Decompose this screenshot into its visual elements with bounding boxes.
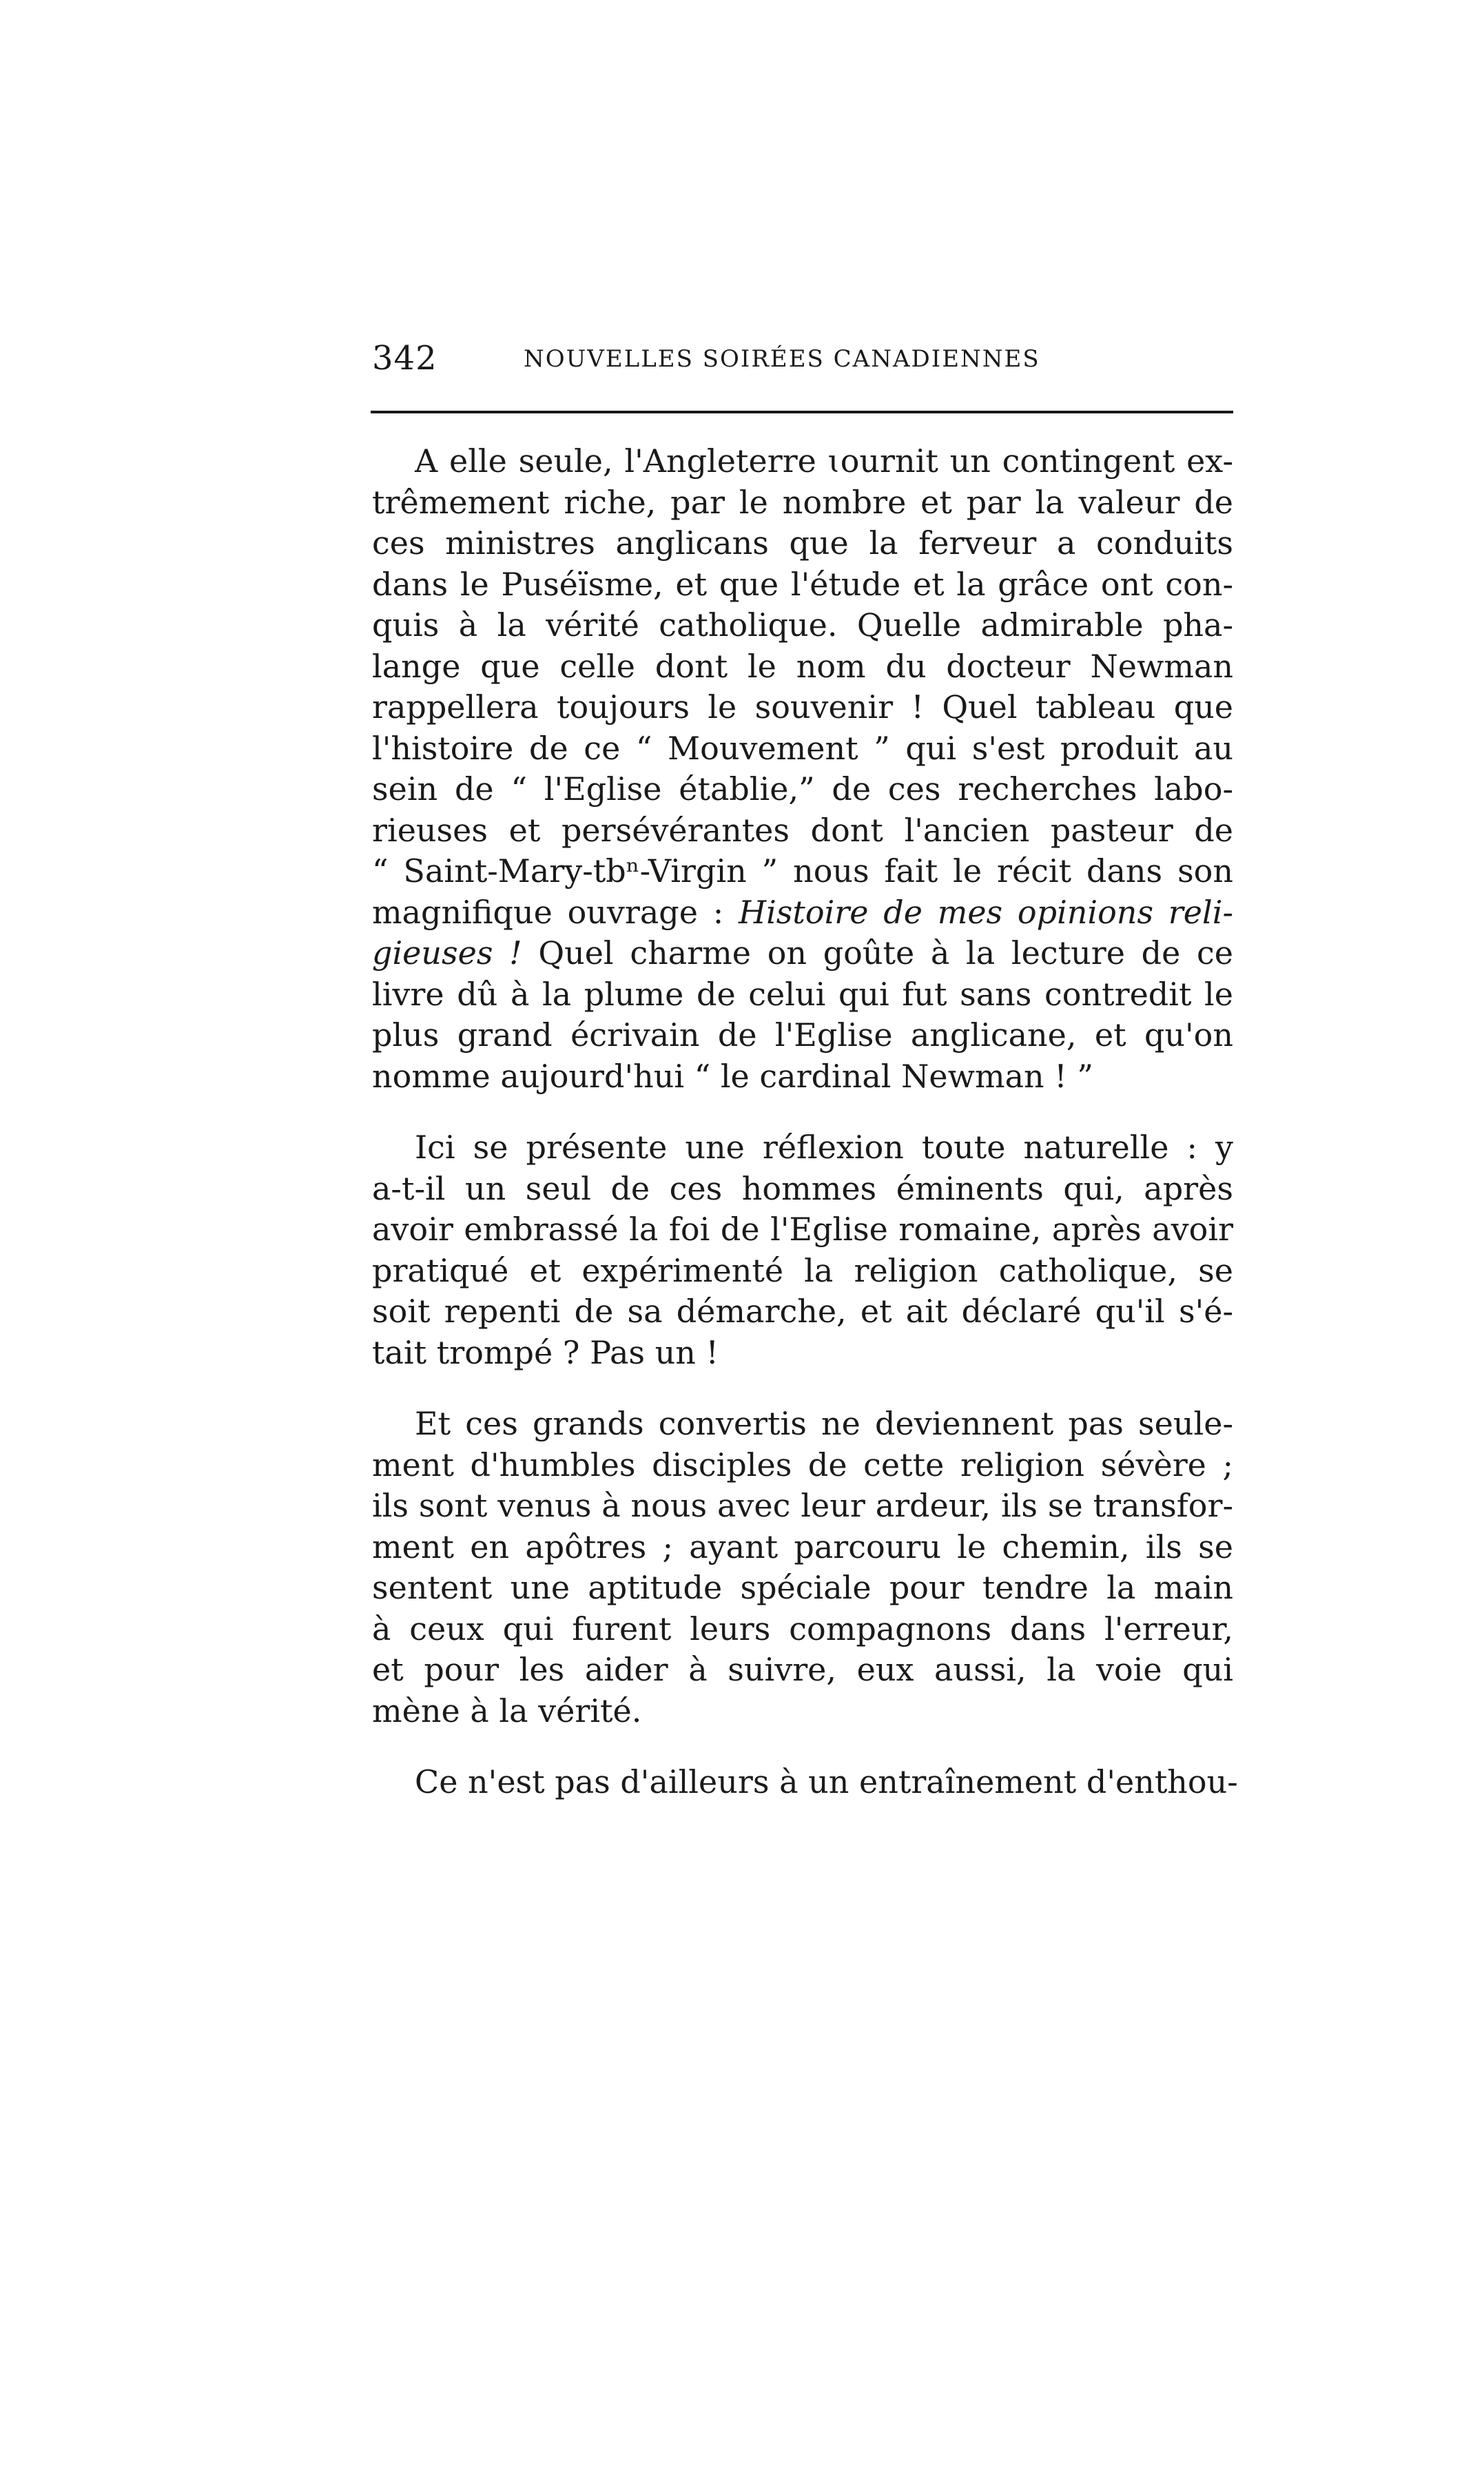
text-line: mène à la vérité. <box>372 1692 642 1729</box>
text-line: tait trompé ? Pas un ! <box>372 1333 719 1371</box>
text-line: rappellera toujours le souvenir ! Quel tableau que <box>372 688 1233 726</box>
text-line: livre dû à la plume de celui qui fut sans contredit le <box>372 975 1233 1013</box>
text-line: et pour les aider à suivre, eux aussi, la voie qui <box>372 1651 1233 1688</box>
paragraph-3 <box>372 1404 1233 1732</box>
page-header <box>372 338 1233 379</box>
text-line: sein de “ l'Eglise établie,” de ces recherches labo- <box>372 770 1233 808</box>
text-line: Ici se présente une réflexion toute naturelle : y <box>415 1129 1233 1166</box>
text-line: ment en apôtres ; ayant parcouru le chemin, ils se <box>372 1528 1233 1565</box>
paragraph-2 <box>372 1127 1233 1373</box>
text-line: ment d'humbles disciples de cette religion sévère ; <box>372 1446 1233 1483</box>
text-segment: magnifique ouvrage : <box>372 893 724 931</box>
text-line: dans le Puséïsme, et que l'étude et la grâce ont con- <box>372 565 1233 603</box>
text-line: plus grand écrivain de l'Eglise anglicane, et qu'on <box>372 1016 1233 1054</box>
paragraph-4 <box>372 1762 1238 1803</box>
text-line: quis à la vérité catholique. Quelle admirable pha- <box>372 606 1233 644</box>
book-title: Histoire de mes opinions reli- <box>738 893 1233 931</box>
text-line: Et ces grands convertis ne deviennent pas seule- <box>415 1405 1233 1442</box>
text-line: pratiqué et expérimenté la religion catholique, se <box>372 1251 1233 1289</box>
text-line: soit repenti de sa démarche, et ait déclaré qu'il s'é- <box>372 1293 1233 1330</box>
text-line: à ceux qui furent leurs compagnons dans l'erreur, <box>372 1610 1233 1647</box>
text-line: Ce n'est pas d'ailleurs à un entraînement d'enthou- <box>415 1763 1238 1800</box>
text-line: A elle seule, l'Angleterre ɩournit un contingent ex- <box>415 442 1233 480</box>
text-line: “ Saint-Mary-tbⁿ-Virgin ” nous fait le récit dans son <box>372 852 1233 890</box>
text-segment: Quel charme on goûte à la lecture de ce <box>522 934 1233 972</box>
text-line-with-title <box>372 933 1233 974</box>
text-line: rieuses et persévérantes dont l'ancien pasteur de <box>372 811 1233 849</box>
running-title: NOUVELLES SOIRÉES CANADIENNES <box>524 345 1040 373</box>
paragraph-1 <box>372 441 1233 1097</box>
text-line: lange que celle dont le nom du docteur Newman <box>372 647 1233 685</box>
text-line: trêmement riche, par le nombre et par la valeur de <box>372 483 1233 521</box>
text-line: ils sont venus à nous avec leur ardeur, ils se transfor- <box>372 1487 1233 1524</box>
page-number: 342 <box>372 339 437 378</box>
book-title-continued: gieuses ! <box>372 934 522 972</box>
text-line: ces ministres anglicans que la ferveur a conduits <box>372 524 1233 562</box>
text-line: avoir embrassé la foi de l'Eglise romaine, après avoir <box>372 1211 1233 1248</box>
header-rule <box>371 411 1233 413</box>
text-line: a-t-il un seul de ces hommes éminents qui, après <box>372 1169 1233 1207</box>
text-line-with-title <box>372 892 1233 934</box>
body-text <box>372 441 1238 1803</box>
text-line: sentent une aptitude spéciale pour tendre la main <box>372 1569 1233 1606</box>
text-line: nomme aujourd'hui “ le cardinal Newman ! ” <box>372 1057 1093 1095</box>
text-line: l'histoire de ce “ Mouvement ” qui s'est produit au <box>372 729 1233 767</box>
